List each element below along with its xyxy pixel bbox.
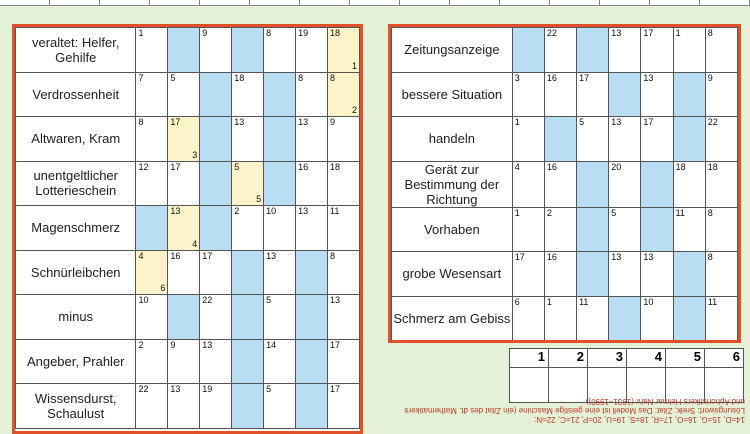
- grid-row: [16, 295, 360, 340]
- clue-cell: Magenschmerz: [16, 206, 136, 251]
- letter-cell[interactable]: [641, 207, 673, 252]
- cell-number: 14: [266, 339, 277, 350]
- letter-cell[interactable]: [296, 250, 328, 295]
- letter-cell[interactable]: [512, 117, 544, 162]
- right-grid-table: [391, 27, 738, 341]
- cell-number: 1: [546, 296, 552, 307]
- cell-number: 18: [329, 161, 340, 172]
- letter-cell[interactable]: [609, 161, 641, 207]
- cell-number: 17: [329, 384, 340, 394]
- letter-cell[interactable]: [168, 295, 200, 340]
- letter-cell[interactable]: [609, 117, 641, 162]
- letter-cell[interactable]: [264, 295, 296, 340]
- letter-cell[interactable]: [705, 117, 737, 162]
- letter-cell[interactable]: [264, 161, 296, 206]
- grid-row: [392, 117, 738, 162]
- cell-number: 17: [514, 252, 525, 262]
- letter-cell[interactable]: [136, 339, 168, 384]
- letter-cell[interactable]: [168, 161, 200, 206]
- letter-cell[interactable]: [168, 339, 200, 384]
- grid-row: [16, 206, 360, 251]
- letter-cell[interactable]: [327, 250, 359, 295]
- letter-cell[interactable]: [641, 72, 673, 117]
- letter-cell[interactable]: [200, 206, 232, 251]
- letter-cell[interactable]: [296, 117, 328, 162]
- letter-cell[interactable]: [641, 28, 673, 73]
- cell-number: 8: [707, 207, 713, 218]
- letter-cell[interactable]: [577, 117, 609, 162]
- cell-number: 11: [579, 296, 589, 307]
- solution-word-grid: [509, 348, 744, 403]
- cell-number: 9: [170, 339, 176, 350]
- letter-cell[interactable]: [264, 339, 296, 384]
- clue-cell: Angeber, Prahler: [16, 339, 136, 384]
- solution-cell[interactable]: 1: [510, 349, 549, 368]
- letter-cell[interactable]: [641, 296, 673, 341]
- letter-cell[interactable]: [200, 72, 232, 117]
- cell-number: 13: [643, 72, 654, 83]
- cell-number: 13: [298, 206, 309, 216]
- solution-text-line-2: Lösungswort: Sreik; Zitat: Das Modell ist eine geistige Maschine (ein Zitat des dt. Mathematikers: [404, 406, 745, 415]
- letter-cell[interactable]: [168, 117, 200, 162]
- solution-cell[interactable]: 3: [588, 349, 627, 368]
- cell-number: 17: [643, 28, 654, 38]
- letter-cell[interactable]: [136, 250, 168, 295]
- cell-number: 22: [707, 117, 718, 127]
- cell-number: 22: [138, 384, 149, 394]
- letter-cell[interactable]: [641, 161, 673, 207]
- letter-cell[interactable]: [296, 161, 328, 206]
- letter-cell[interactable]: [609, 28, 641, 73]
- solution-text-line-1: 14=D, 15=G, 16=O, 17=R, 18=S, 19=U, 20=P, 21=C, 22=N:: [534, 415, 745, 424]
- cell-number: 1: [138, 28, 144, 38]
- right-puzzle-grid: [388, 24, 741, 343]
- letter-cell[interactable]: [168, 206, 200, 251]
- cell-number: 18: [675, 161, 686, 172]
- letter-cell[interactable]: [232, 206, 264, 251]
- clue-cell: grobe Wesensart: [392, 252, 513, 297]
- letter-cell[interactable]: [136, 117, 168, 162]
- cell-number: 16: [546, 252, 557, 262]
- letter-cell[interactable]: [512, 161, 544, 207]
- letter-cell[interactable]: [232, 295, 264, 340]
- letter-cell[interactable]: [705, 28, 737, 73]
- cell-number: 4: [138, 250, 144, 261]
- letter-cell[interactable]: [577, 72, 609, 117]
- letter-cell[interactable]: [264, 72, 296, 117]
- cell-number: 5: [266, 295, 272, 305]
- letter-cell[interactable]: [200, 384, 232, 429]
- cell-number: 5: [266, 384, 272, 394]
- cell-number: 10: [266, 206, 277, 216]
- clue-cell: unentgeltlicher Lotterieschein: [16, 161, 136, 206]
- letter-cell[interactable]: [200, 28, 232, 73]
- cell-number: 5: [611, 207, 617, 218]
- letter-cell[interactable]: [168, 28, 200, 73]
- letter-cell[interactable]: [577, 252, 609, 297]
- cell-number: 19: [202, 384, 213, 394]
- letter-cell[interactable]: [327, 206, 359, 251]
- letter-cell[interactable]: [673, 117, 705, 162]
- cell-number: 13: [266, 250, 277, 261]
- letter-cell[interactable]: [512, 207, 544, 252]
- letter-cell[interactable]: [327, 339, 359, 384]
- letter-cell[interactable]: [673, 161, 705, 207]
- clue-cell: Zeitungsanzeige: [392, 28, 513, 73]
- cell-number: 5: [170, 72, 176, 83]
- cell-number: 11: [707, 296, 718, 307]
- letter-cell[interactable]: [200, 339, 232, 384]
- letter-cell[interactable]: [544, 161, 576, 207]
- letter-cell[interactable]: [609, 207, 641, 252]
- letter-cell[interactable]: [232, 28, 264, 73]
- clue-cell: veraltet: Helfer, Gehilfe: [16, 28, 136, 73]
- cell-number: 17: [170, 117, 181, 127]
- cell-number: 10: [643, 296, 654, 307]
- letter-cell[interactable]: [200, 295, 232, 340]
- cell-number: 16: [298, 161, 309, 172]
- cell-number: 12: [138, 161, 149, 172]
- letter-cell[interactable]: [200, 117, 232, 162]
- letter-cell[interactable]: [232, 339, 264, 384]
- cell-number: 13: [611, 252, 622, 262]
- cell-number: 13: [643, 252, 654, 262]
- letter-cell[interactable]: [296, 206, 328, 251]
- letter-cell[interactable]: [641, 117, 673, 162]
- letter-cell[interactable]: [609, 252, 641, 297]
- grid-row: [16, 117, 360, 162]
- letter-cell[interactable]: [327, 117, 359, 162]
- clue-cell: handeln: [392, 117, 513, 162]
- letter-cell[interactable]: [512, 28, 544, 73]
- letter-cell[interactable]: [296, 295, 328, 340]
- cell-number: 22: [546, 28, 557, 38]
- letter-cell[interactable]: [200, 250, 232, 295]
- cell-number: 13: [298, 117, 309, 127]
- cell-number: 5: [579, 117, 585, 127]
- top-grid-strip: [0, 0, 750, 6]
- cell-number: 3: [514, 72, 520, 83]
- cell-number: 5: [234, 161, 240, 172]
- cell-number: 1: [514, 207, 520, 218]
- cell-number: 22: [202, 295, 213, 305]
- letter-cell[interactable]: [232, 384, 264, 429]
- grid-row: [392, 72, 738, 117]
- cell-number: 9: [707, 72, 713, 83]
- letter-cell[interactable]: [705, 252, 737, 297]
- cell-number: 9: [329, 117, 335, 127]
- letter-cell[interactable]: [136, 72, 168, 117]
- letter-cell[interactable]: [512, 72, 544, 117]
- cell-number: 6: [514, 296, 520, 307]
- cell-number: 13: [234, 117, 245, 127]
- cell-number: 17: [643, 117, 654, 127]
- letter-cell[interactable]: [264, 384, 296, 429]
- letter-cell[interactable]: [641, 252, 673, 297]
- cell-number: 2: [138, 339, 144, 350]
- cell-number: 16: [170, 250, 181, 261]
- letter-cell[interactable]: [168, 250, 200, 295]
- letter-cell[interactable]: [136, 295, 168, 340]
- letter-cell[interactable]: [327, 161, 359, 206]
- cell-number: 16: [546, 72, 557, 83]
- cell-number: 8: [266, 28, 272, 38]
- solution-index: 3: [192, 149, 198, 160]
- clue-cell: Verdrossenheit: [16, 72, 136, 117]
- cell-number: 18: [707, 161, 718, 172]
- letter-cell[interactable]: [327, 28, 359, 73]
- letter-cell[interactable]: [327, 295, 359, 340]
- cell-number: 20: [611, 161, 622, 172]
- cell-number: 13: [329, 295, 340, 305]
- cell-number: 8: [707, 252, 713, 262]
- letter-cell[interactable]: [264, 250, 296, 295]
- cell-number: 8: [707, 28, 713, 38]
- grid-row: [16, 250, 360, 295]
- solution-index: 4: [192, 238, 198, 249]
- clue-cell: Wissensdurst, Schaulust: [16, 384, 136, 429]
- letter-cell[interactable]: [577, 207, 609, 252]
- solution-cell[interactable]: 6: [705, 349, 744, 368]
- letter-cell[interactable]: [136, 206, 168, 251]
- cell-number: 1: [514, 117, 520, 127]
- cell-number: 13: [170, 206, 181, 216]
- letter-cell[interactable]: [232, 72, 264, 117]
- left-grid-table: [15, 27, 360, 429]
- solution-index: 1: [351, 60, 357, 71]
- cell-number: 2: [234, 206, 240, 216]
- cell-number: 17: [579, 72, 590, 83]
- letter-cell[interactable]: [264, 117, 296, 162]
- cell-number: 11: [329, 206, 340, 216]
- solution-text-line-3: und Aphoristikers Helmar Nahr (1931–1990)): [585, 397, 745, 406]
- solution-index: 6: [160, 283, 166, 293]
- cell-number: 17: [329, 339, 340, 350]
- clue-cell: Altwaren, Kram: [16, 117, 136, 162]
- solution-cell[interactable]: 2: [549, 349, 588, 368]
- letter-cell[interactable]: [609, 72, 641, 117]
- letter-cell[interactable]: [577, 28, 609, 73]
- clue-cell: minus: [16, 295, 136, 340]
- left-puzzle-grid: [12, 24, 363, 434]
- letter-cell[interactable]: [544, 296, 576, 341]
- letter-cell[interactable]: [544, 117, 576, 162]
- letter-cell[interactable]: [200, 161, 232, 206]
- grid-row: [16, 28, 360, 73]
- solution-cell[interactable]: 4: [627, 349, 666, 368]
- cell-number: 7: [138, 72, 144, 83]
- solution-index: 5: [256, 194, 262, 204]
- letter-cell[interactable]: [296, 384, 328, 429]
- letter-cell[interactable]: [609, 296, 641, 341]
- letter-cell[interactable]: [232, 117, 264, 162]
- letter-cell[interactable]: [705, 72, 737, 117]
- cell-number: 13: [170, 384, 181, 394]
- grid-row: [16, 384, 360, 429]
- letter-cell[interactable]: [705, 207, 737, 252]
- letter-cell[interactable]: [232, 161, 264, 206]
- letter-cell[interactable]: [705, 161, 737, 207]
- cell-number: 13: [611, 28, 622, 38]
- letter-cell[interactable]: [136, 161, 168, 206]
- letter-cell[interactable]: [673, 28, 705, 73]
- cell-number: 8: [329, 250, 335, 261]
- clue-cell: Gerät zur Bestimmung der Richtung: [392, 161, 513, 207]
- letter-cell[interactable]: [168, 384, 200, 429]
- letter-cell[interactable]: [296, 28, 328, 73]
- cell-number: 9: [202, 28, 208, 38]
- grid-row: [392, 28, 738, 73]
- cell-number: 18: [329, 28, 340, 38]
- grid-row: [392, 207, 738, 252]
- cell-number: 18: [234, 72, 245, 83]
- letter-cell[interactable]: [544, 72, 576, 117]
- letter-cell[interactable]: [673, 252, 705, 297]
- letter-cell[interactable]: [705, 296, 737, 341]
- grid-row: [392, 161, 738, 207]
- letter-cell[interactable]: [544, 252, 576, 297]
- cell-number: 8: [298, 72, 304, 83]
- cell-number: 2: [546, 207, 552, 218]
- grid-row: [16, 72, 360, 117]
- clue-cell: bessere Situation: [392, 72, 513, 117]
- letter-cell[interactable]: [264, 28, 296, 73]
- letter-cell[interactable]: [264, 206, 296, 251]
- cell-number: 19: [298, 28, 309, 38]
- clue-cell: Schnürleibchen: [16, 250, 136, 295]
- grid-row: [16, 161, 360, 206]
- solution-index: 2: [351, 105, 357, 115]
- grid-row: [392, 252, 738, 297]
- cell-number: 8: [329, 72, 335, 83]
- letter-cell[interactable]: [296, 339, 328, 384]
- letter-cell[interactable]: [136, 384, 168, 429]
- letter-cell[interactable]: [232, 250, 264, 295]
- letter-cell[interactable]: [512, 296, 544, 341]
- letter-cell[interactable]: [136, 28, 168, 73]
- cell-number: 13: [202, 339, 213, 350]
- clue-cell: Schmerz am Gebiss: [392, 296, 513, 341]
- cell-number: 10: [138, 295, 149, 305]
- letter-cell[interactable]: [577, 161, 609, 207]
- cell-number: 4: [514, 161, 520, 172]
- grid-row: [392, 296, 738, 341]
- letter-cell[interactable]: [673, 296, 705, 341]
- cell-number: 8: [138, 117, 144, 127]
- letter-cell[interactable]: [577, 296, 609, 341]
- letter-cell[interactable]: [544, 28, 576, 73]
- letter-cell[interactable]: [327, 384, 359, 429]
- cell-number: 16: [546, 161, 557, 172]
- letter-cell[interactable]: [673, 72, 705, 117]
- cell-number: 17: [170, 161, 181, 172]
- solution-cell[interactable]: 5: [666, 349, 705, 368]
- letter-cell[interactable]: [544, 207, 576, 252]
- cell-number: 13: [611, 117, 622, 127]
- cell-number: 17: [202, 250, 213, 261]
- clue-cell: Vorhaben: [392, 207, 513, 252]
- letter-cell[interactable]: [327, 72, 359, 117]
- letter-cell[interactable]: [168, 72, 200, 117]
- letter-cell[interactable]: [296, 72, 328, 117]
- cell-number: 1: [675, 28, 681, 38]
- letter-cell[interactable]: [512, 252, 544, 297]
- grid-row: [16, 339, 360, 384]
- letter-cell[interactable]: [673, 207, 705, 252]
- cell-number: 11: [675, 207, 685, 218]
